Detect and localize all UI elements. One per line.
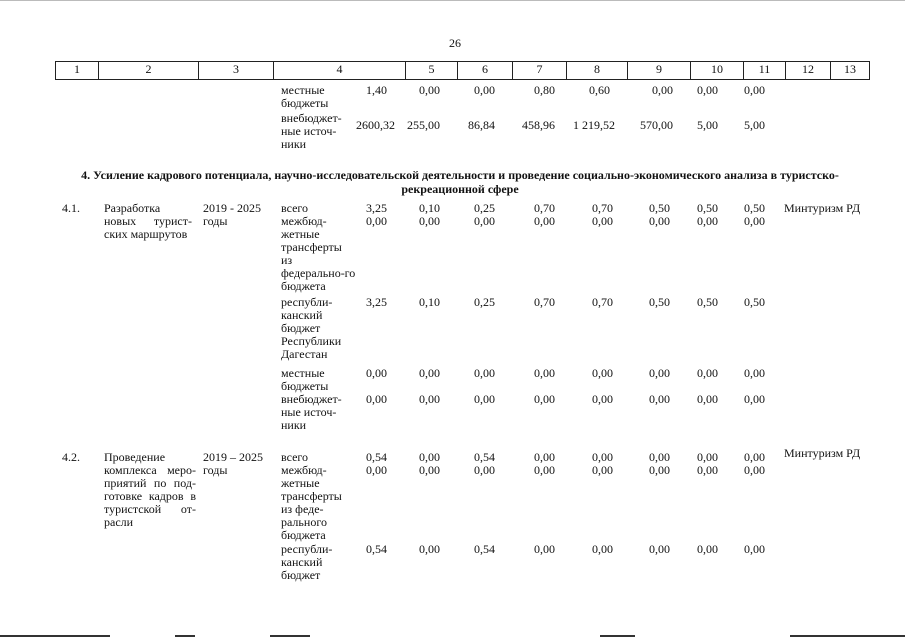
value-cell: 0,00 xyxy=(697,366,718,380)
source-label: республи-канский бюджет xyxy=(281,542,333,582)
value-cell: 0,00 xyxy=(744,542,765,556)
value-cell: 0,00 xyxy=(534,392,555,406)
value-cell: 0,00 xyxy=(474,392,495,406)
value-cell: 3,25 xyxy=(366,201,387,215)
value-cell: 0,54 xyxy=(366,542,387,556)
value-cell: 0,00 xyxy=(592,392,613,406)
value-cell: 5,00 xyxy=(744,118,765,132)
value-cell: 0,00 xyxy=(649,450,670,464)
item-executor: Минтуризм РД xyxy=(784,201,861,215)
item-period: 2019 - 2025 годы xyxy=(203,201,261,228)
source-label: внебюджет-ные источ-ники xyxy=(281,392,342,432)
header-col-2: 2 xyxy=(99,62,199,79)
value-cell: 0,50 xyxy=(649,295,670,309)
value-cell: 0,00 xyxy=(419,463,440,477)
value-cell: 0,00 xyxy=(652,83,673,97)
value-cell: 0,25 xyxy=(474,295,495,309)
value-cell: 0,60 xyxy=(589,83,610,97)
value-cell: 0,00 xyxy=(474,366,495,380)
value-cell: 0,00 xyxy=(649,392,670,406)
header-col-10: 10 xyxy=(691,62,744,79)
value-cell: 0,00 xyxy=(744,450,765,464)
value-cell: 0,00 xyxy=(366,214,387,228)
scan-edge-bottom xyxy=(175,635,195,637)
value-cell: 0,50 xyxy=(744,295,765,309)
value-cell: 0,00 xyxy=(474,214,495,228)
header-col-7: 7 xyxy=(513,62,567,79)
source-label: местные бюджеты xyxy=(281,366,329,393)
value-cell: 458,96 xyxy=(522,118,555,132)
value-cell: 0,00 xyxy=(592,366,613,380)
value-cell: 0,00 xyxy=(744,214,765,228)
value-cell: 0,70 xyxy=(592,201,613,215)
value-cell: 0,70 xyxy=(592,295,613,309)
value-cell: 0,50 xyxy=(744,201,765,215)
value-cell: 0,00 xyxy=(744,392,765,406)
value-cell: 0,00 xyxy=(744,463,765,477)
value-cell: 0,00 xyxy=(744,366,765,380)
value-cell: 0,10 xyxy=(419,201,440,215)
value-cell: 0,54 xyxy=(366,450,387,464)
source-label: местные бюджеты xyxy=(281,83,329,110)
value-cell: 0,00 xyxy=(534,366,555,380)
header-col-4: 4 xyxy=(274,62,406,79)
value-cell: 0,00 xyxy=(697,542,718,556)
source-label: межбюд-жетные трансферты из федерально-го бюджета xyxy=(281,214,356,293)
value-cell: 0,50 xyxy=(697,295,718,309)
value-cell: 0,50 xyxy=(649,201,670,215)
value-cell: 0,00 xyxy=(649,542,670,556)
value-cell: 0,10 xyxy=(419,295,440,309)
scan-edge-bottom xyxy=(0,635,110,637)
value-cell: 0,00 xyxy=(697,450,718,464)
value-cell: 0,00 xyxy=(649,214,670,228)
scan-edge-bottom xyxy=(790,635,905,637)
value-cell: 0,00 xyxy=(697,392,718,406)
source-label: всего xyxy=(281,450,309,464)
value-cell: 570,00 xyxy=(640,118,673,132)
scan-edge-top xyxy=(0,0,905,1)
value-cell: 0,25 xyxy=(474,201,495,215)
value-cell: 0,00 xyxy=(474,463,495,477)
value-cell: 0,00 xyxy=(366,392,387,406)
value-cell: 0,70 xyxy=(534,295,555,309)
value-cell: 86,84 xyxy=(468,118,495,132)
value-cell: 0,00 xyxy=(592,450,613,464)
item-name: Разработка новых турист-ских маршрутов xyxy=(104,201,192,241)
value-cell: 2600,32 xyxy=(356,118,395,132)
source-label: межбюд-жетные трансферты из феде-рального бюджета xyxy=(281,463,342,542)
value-cell: 0,00 xyxy=(697,83,718,97)
value-cell: 0,50 xyxy=(697,201,718,215)
item-name: Проведение комплекса меро-приятий по под-готовке кадров в туристской от-расли xyxy=(104,450,196,529)
value-cell: 0,00 xyxy=(534,214,555,228)
scan-edge-bottom xyxy=(270,635,310,637)
value-cell: 0,00 xyxy=(534,463,555,477)
item-executor: Минтуризм РД xyxy=(784,446,861,460)
header-col-3: 3 xyxy=(199,62,274,79)
source-label: внебюджет-ные источ-ники xyxy=(281,111,342,151)
source-label: всего xyxy=(281,201,309,215)
value-cell: 255,00 xyxy=(407,118,440,132)
value-cell: 0,00 xyxy=(592,214,613,228)
source-label: республи-канский бюджет Республики Дагестан xyxy=(281,295,342,361)
value-cell: 0,00 xyxy=(592,463,613,477)
value-cell: 0,00 xyxy=(534,450,555,464)
scan-edge-bottom xyxy=(600,635,635,637)
value-cell: 0,00 xyxy=(649,366,670,380)
header-col-13: 13 xyxy=(844,62,856,76)
value-cell: 0,00 xyxy=(744,83,765,97)
header-col-11: 11 xyxy=(744,62,786,79)
header-col-12: 12 xyxy=(786,62,831,79)
value-cell: 1,40 xyxy=(366,83,387,97)
value-cell: 0,00 xyxy=(592,542,613,556)
value-cell: 0,00 xyxy=(697,463,718,477)
value-cell: 0,00 xyxy=(419,392,440,406)
value-cell: 0,00 xyxy=(474,83,495,97)
value-cell: 0,00 xyxy=(419,542,440,556)
header-col-9: 9 xyxy=(628,62,691,79)
value-cell: 0,00 xyxy=(366,366,387,380)
value-cell: 0,00 xyxy=(366,463,387,477)
value-cell: 0,00 xyxy=(534,542,555,556)
value-cell: 0,00 xyxy=(649,463,670,477)
section-title: 4. Усиление кадрового потенциала, научно-исследовательской деятельности и проведение социально-экономического анализа в туристско-рекреационной сфере xyxy=(81,168,839,196)
value-cell: 0,00 xyxy=(419,83,440,97)
value-cell: 1 219,52 xyxy=(573,118,615,132)
value-cell: 0,00 xyxy=(419,214,440,228)
page-number: 26 xyxy=(449,36,461,50)
value-cell: 3,25 xyxy=(366,295,387,309)
value-cell: 0,54 xyxy=(474,542,495,556)
value-cell: 0,80 xyxy=(534,83,555,97)
item-number: 4.1. xyxy=(62,201,80,215)
header-col-8: 8 xyxy=(567,62,628,79)
header-col-1: 1 xyxy=(56,62,99,79)
value-cell: 0,00 xyxy=(697,214,718,228)
column-header-row xyxy=(55,61,870,80)
value-cell: 0,00 xyxy=(419,450,440,464)
header-col-6: 6 xyxy=(458,62,513,79)
value-cell: 5,00 xyxy=(697,118,718,132)
item-number: 4.2. xyxy=(62,450,80,464)
value-cell: 0,54 xyxy=(474,450,495,464)
item-period: 2019 – 2025 годы xyxy=(203,450,263,477)
value-cell: 0,00 xyxy=(419,366,440,380)
value-cell: 0,70 xyxy=(534,201,555,215)
header-col-5: 5 xyxy=(406,62,458,79)
